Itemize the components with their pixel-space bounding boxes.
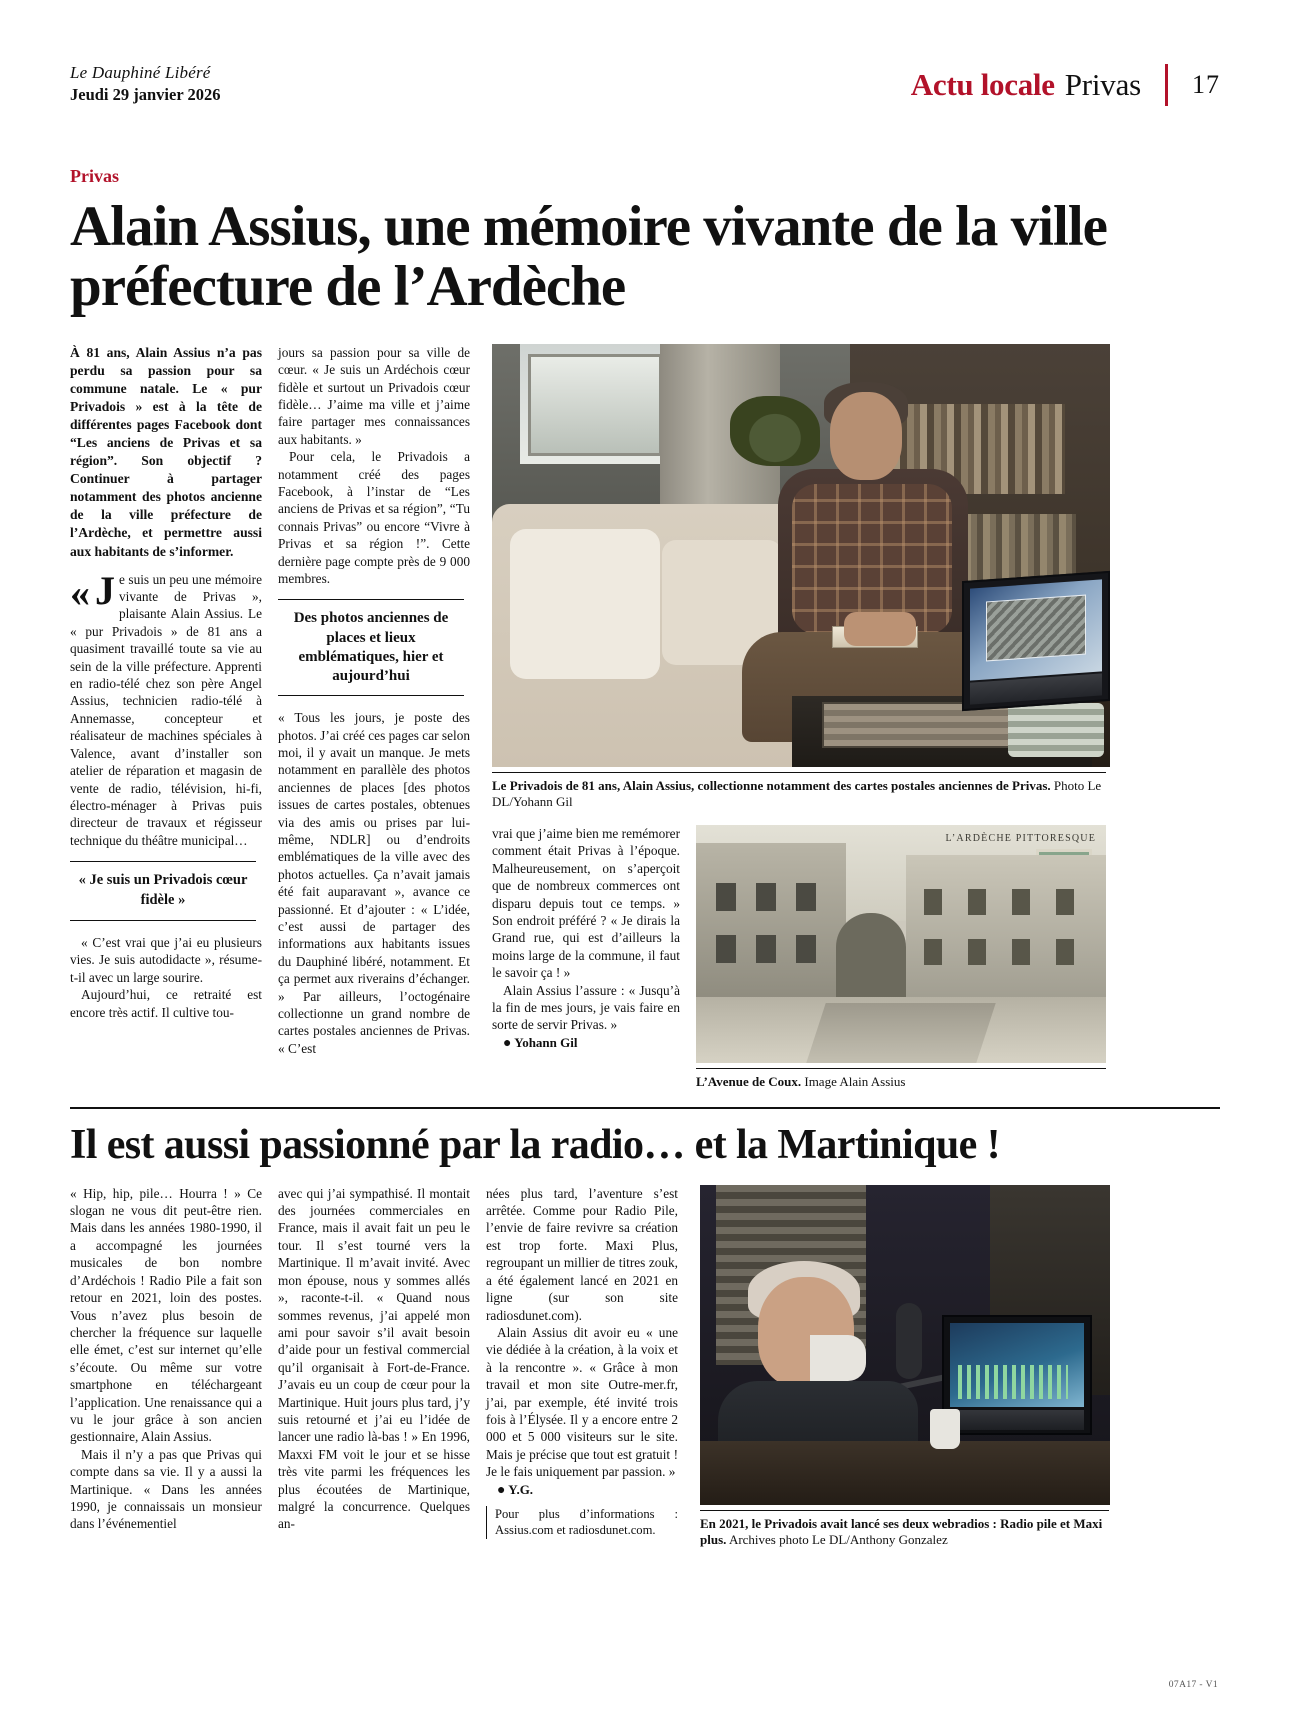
photo2-figure (696, 825, 1106, 1091)
paper-name: Le Dauphiné Libéré (70, 63, 211, 82)
photo3-figure (700, 1185, 1109, 1549)
article2-headline: Il est aussi passionné par la radio… et la Martinique ! (70, 1121, 1000, 1168)
quote-open-mark: « (70, 569, 90, 615)
article1-paragraph: Pour cela, le Privadois a notamment créé des pages Facebook, à l’instar de “Les anciens de Privas et sa région”, “Tu connais Privas” ou encore “Vivre à Privas et sa région !”. Cette dernière page compte près de 9 000 membres. (278, 449, 470, 586)
section-divider (70, 1107, 1220, 1109)
page-footer-code: 07A17 - V1 (1168, 1680, 1218, 1690)
window-shape (968, 889, 986, 915)
photo3-caption (700, 1510, 1109, 1549)
postcard-banner-text: L’ARDÈCHE PITTORESQUE (945, 832, 1096, 844)
window-pane (528, 354, 662, 456)
page-title: Alain Assius, une mémoire vivante de la ville préfecture de l’Ardèche (70, 194, 1107, 319)
article1-paragraph: e suis un peu une mémoire vivante de Privas », plaisante Alain Assius. Le « pur Privadois » de 81 ans a quasiment travaillé toute sa vie au sein de la ville préfecture. Apprenti en radio-télé chez son père Angel Assius, technicien radio-télé à Annemasse, concepteur et réalisateur de machines spéciales à Valence, avant d’installer son atelier de réparation et magasin de vente de radio, télévision, hi-fi, électro-ménager à Privas puis directeur de travaux et régisseur technique du théâtre municipal… (70, 571, 262, 848)
screen-photo (986, 594, 1086, 661)
window-shape (1056, 889, 1074, 915)
window-shape (716, 935, 736, 963)
article1-paragraph: vrai que j’aime bien me remémorer comment était Privas à l’époque. Malheureusement, on s’aperçoit que de nombreux commerces ont disparu depuis tout ce temps. » Son endroit préféré ? « Je dirais la Grand rue, qui est d’ailleurs la moins large de la commune, il faut le savoir ça ! » (492, 825, 680, 981)
article2-paragraph: avec qui j’ai sympathisé. Il montait des journées commerciales en France, mais il avait fait un peu le tour. Il s’est tourné vers la Martinique. Il m’avait invité. Avec mon épouse, nous y sommes allés », raconte-t-il. « Quand nous sommes revenus, j’ai appelé mon ami pour savoir s’il avait besoin d’aide pour un festival commercial qu’il organisait à Fort-de-France. J’avais eu un coup de cœur pour la Martinique. Huit jours plus tard, j’y suis retourné et j’ai eu l’idée de lancer une radio là-bas ! » En 1996, Maxxi FM voit le jour et se hisse très vite parmi les fréquences les plus écoutées de Martinique, malgré la concurrence. Quelques an- (278, 1185, 470, 1532)
window-shape (1012, 939, 1030, 965)
building-left (696, 843, 846, 1007)
article2-info-note: Pour plus d’informations : Assius.com et radiosdunet.com. (486, 1506, 678, 1539)
article2-paragraph: Mais il n’y a pas que Privas qui compte dans sa vie. Il y a aussi la Martinique. « Dans les années 1990, je connaissais un monsieur dans l’événementiel (70, 1446, 262, 1532)
photo2-caption (696, 1068, 1106, 1091)
article1-column-1 (70, 344, 278, 1091)
article1-dropquote (70, 567, 262, 850)
masthead (70, 62, 1220, 110)
pull-quote: « Je suis un Privadois cœur fidèle » (70, 861, 256, 921)
article2-column-3 (486, 1185, 694, 1549)
window-shape (1056, 939, 1074, 965)
photo2-caption-text: L’Avenue de Coux. (696, 1073, 802, 1089)
article1-paragraph: Aujourd’hui, ce retraité est encore très actif. Il cultive tou- (70, 987, 262, 1020)
article1-paragraph: jours sa passion pour sa ville de cœur. « Je suis un Ardéchois cœur fidèle et surtout un Privadois cœur fidèle… J’aime ma ville et j’aime faire partager mes connaissances aux habitants. » (278, 344, 470, 447)
window-shape (756, 935, 776, 963)
article2-paragraph: nées plus tard, l’aventure s’est arrêtée. Comme pour Radio Pile, l’envie de faire revivre sa création est trop forte. Maxi Plus, regroupant un millier de titres zouk, a été également lancé en 2021 en ligne (sur son site radiosdunet.com). (486, 1185, 678, 1323)
photo1-figure (492, 344, 1106, 811)
article2-column-1 (70, 1185, 278, 1549)
plates-stack (1008, 703, 1104, 757)
article2-byline (486, 1481, 678, 1500)
desk-surface (700, 1441, 1110, 1505)
page-number: 17 (1192, 69, 1220, 99)
photo2-credit: Image Alain Assius (804, 1073, 906, 1089)
bullet-icon: ● (503, 1035, 512, 1051)
article2-media-column (694, 1185, 1109, 1549)
article2-paragraph: « Hip, hip, pile… Hourra ! » Ce slogan ne vous dit peut-être rien. Mais dans les années 1980-1990, il a accompagné les journées musicales de bon nombre d’Ardéchois ! Radio Pile a fait son retour en 2021, loin des postes. Vous n’avez plus besoin de chercher la fréquence sur laquelle elle émet, c’est sur internet qu’elle s’écoute. Ou même sur votre smartphone en téléchargeant l’application. Une renaissance qui a vu le jour grâce à son ancien gestionnaire, Alain Assius. (70, 1185, 262, 1445)
article1-media-column (486, 344, 1106, 1091)
audio-levels (958, 1365, 1068, 1399)
face-mask (810, 1335, 866, 1381)
byline-name: Y.G. (508, 1481, 534, 1497)
cup-shape (930, 1409, 960, 1449)
window-shape (716, 883, 736, 911)
photo-webradio-studio (700, 1185, 1110, 1505)
building-right (906, 855, 1106, 1003)
article1-paragraph: « C’est vrai que j’ai eu plusieurs vies. Je suis autodidacte », résume-t-il avec un large sourire. (70, 934, 262, 985)
photo1-caption (492, 772, 1106, 811)
window-shape (924, 939, 942, 965)
window-shape (796, 935, 816, 963)
article1-paragraph: Alain Assius l’assure : « Jusqu’à la fin de mes jours, je vais faire en sorte de servir Privas. » (492, 982, 680, 1033)
laptop-shape (962, 571, 1110, 711)
street-area (696, 997, 1106, 1063)
postcards-tray (822, 702, 1032, 748)
article1-column-3 (492, 825, 696, 1091)
laptop-screen (970, 579, 1102, 680)
laptop-shape (942, 1315, 1092, 1435)
laptop-keyboard (950, 1410, 1084, 1430)
article2-paragraph: Alain Assius dit avoir eu « une vie dédiée à la création, à la voix et à la rencontre ». « Grâce à mon travail et mon site Outre-mer.fr, j’ai, par exemple, été invité trois fois à l’Élysée. Il y a encore entre 2 000 et 5 000 visiteurs sur le site. Mais je précise que tout est gratuit ! Je le fais uniquement par passion. » (486, 1324, 678, 1480)
publication-date: Jeudi 29 janvier 2026 (70, 85, 221, 105)
section-label: Actu locale (910, 66, 1055, 102)
person-head (830, 392, 902, 480)
archway-shape (836, 913, 906, 1003)
section-city: Privas (1064, 66, 1141, 102)
window-shape (796, 883, 816, 911)
article1-intro: À 81 ans, Alain Assius n’a pas perdu sa passion pour sa commune natale. Le « pur Privadois » est à la tête de différentes pages Facebook dont “Les anciens de Privas et sa région”. Son objectif ? Continuer à partager notamment des photos ancienne de la ville préfecture de l’Ardèche, et permettre aussi aux habitants de s’informer. (70, 344, 262, 559)
photo-old-postcard-avenue-de-coux (696, 825, 1106, 1063)
bullet-icon: ● (497, 1482, 506, 1498)
photo1-caption-text: Le Privadois de 81 ans, Alain Assius, collectionne notamment des cartes postales anciennes de Privas. (492, 777, 1051, 793)
photo1-credit: Photo Le DL/Yohann Gil (492, 777, 1102, 810)
microphone (896, 1303, 922, 1379)
window-shape (968, 939, 986, 965)
photo-man-with-postcards (492, 344, 1110, 767)
drop-cap: J (95, 567, 115, 613)
window-shape (924, 889, 942, 915)
article1-subheading: Des photos anciennes de places et lieux emblématiques, hier et aujourd’hui (278, 599, 464, 696)
article1-byline (492, 1034, 680, 1053)
article1-body (70, 344, 1220, 1091)
article1-column-2 (278, 344, 486, 1091)
photo3-caption-text: En 2021, le Privadois avait lancé ses deux webradios : Radio pile et Maxi plus. (700, 1515, 1103, 1548)
photo3-credit: Archives photo Le DL/Anthony Gonzalez (728, 1532, 948, 1548)
window-shape (520, 344, 670, 464)
window-shape (756, 883, 776, 911)
person-hands (844, 612, 916, 646)
article1-paragraph: « Tous les jours, je poste des photos. J’ai créé ces pages car selon moi, il y avait un manque. Je mets notamment en parallèle des photos anciennes de places [des photos issues de cartes postales, obtenues via des amis ou prises par lui-même, NDLR] ou d’endroits emblématiques de la ville avec des photos actuelles. Ça n’avait jamais été fait auparavant », avance ce passionné. Et d’ajouter : « L’idée, c’est aussi de partager des informations aux habitants issues du Dauphiné libéré, notamment. Et ça permet aux riverains d’échanger. » Par ailleurs, l’octogénaire collectionne un grand nombre de cartes postales anciennes de Privas. « C’est (278, 710, 470, 1056)
masthead-left (70, 62, 221, 106)
plant-shape (730, 396, 820, 466)
article2-column-2 (278, 1185, 486, 1549)
article2-body (70, 1185, 1220, 1549)
cushion-shape (510, 529, 660, 679)
divider (1165, 64, 1168, 106)
section-header (911, 64, 1220, 106)
byline-name: Yohann Gil (514, 1034, 578, 1050)
article-kicker: Privas (70, 165, 119, 186)
window-shape (1012, 889, 1030, 915)
